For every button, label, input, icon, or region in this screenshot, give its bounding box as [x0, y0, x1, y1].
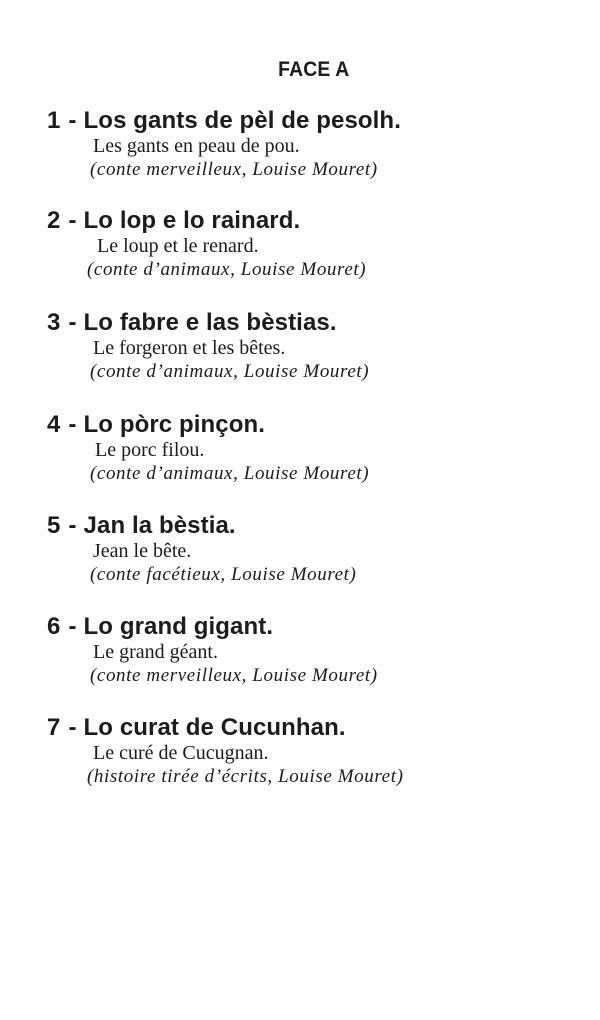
track-title: 1 - Los gants de pèl de pesolh.	[47, 107, 401, 134]
track-3	[47, 308, 567, 385]
track-note: (conte d’animaux, Louise Mouret)	[87, 259, 367, 280]
track-4	[47, 410, 567, 487]
track-note: (conte merveilleux, Louise Mouret)	[90, 665, 378, 686]
track-note: (conte d’animaux, Louise Mouret)	[90, 361, 370, 382]
track-2	[47, 206, 567, 283]
track-number: 1	[47, 107, 61, 134]
track-translation: Le forgeron et les bêtes.	[93, 337, 286, 359]
track-number: 6	[47, 613, 61, 640]
track-note: (conte facétieux, Louise Mouret)	[90, 564, 357, 585]
track-title: 4 - Lo pòrc pinçon.	[47, 411, 266, 438]
track-note: (histoire tirée d’écrits, Louise Mouret)	[87, 766, 404, 787]
track-6	[47, 612, 567, 689]
face-title: FACE A	[278, 58, 350, 81]
track-title: 7 - Lo curat de Cucunhan.	[47, 714, 346, 741]
track-title-text: Jan la bèstia.	[83, 512, 236, 539]
track-note: (conte merveilleux, Louise Mouret)	[90, 159, 378, 180]
track-5	[47, 511, 567, 588]
track-translation: Le grand géant.	[93, 641, 218, 663]
track-number: 4	[47, 411, 61, 438]
track-number: 2	[47, 207, 61, 234]
track-number: 5	[47, 512, 61, 539]
track-title-text: Lo pòrc pinçon.	[83, 411, 266, 438]
track-title: 2 - Lo lop e lo rainard.	[47, 207, 301, 234]
track-title: 6 - Lo grand gigant.	[47, 613, 274, 640]
track-title-text: Lo curat de Cucunhan.	[83, 714, 346, 741]
track-translation: Le curé de Cucugnan.	[93, 742, 269, 764]
track-title: 5 - Jan la bèstia.	[47, 512, 236, 539]
track-title-text: Lo grand gigant.	[83, 613, 274, 640]
track-title-text: Los gants de pèl de pesolh.	[83, 107, 401, 134]
track-translation: Le porc filou.	[95, 439, 205, 461]
track-number: 3	[47, 309, 61, 336]
track-translation: Les gants en peau de pou.	[93, 135, 300, 157]
track-translation: Le loup et le renard.	[97, 235, 259, 257]
track-title: 3 - Lo fabre e las bèstias.	[47, 309, 337, 336]
track-7	[47, 713, 567, 790]
track-translation: Jean le bête.	[93, 540, 192, 562]
track-title-text: Lo lop e lo rainard.	[83, 207, 301, 234]
track-note: (conte d’animaux, Louise Mouret)	[90, 463, 370, 484]
track-1	[47, 106, 567, 183]
track-number: 7	[47, 714, 61, 741]
track-title-text: Lo fabre e las bèstias.	[83, 309, 337, 336]
